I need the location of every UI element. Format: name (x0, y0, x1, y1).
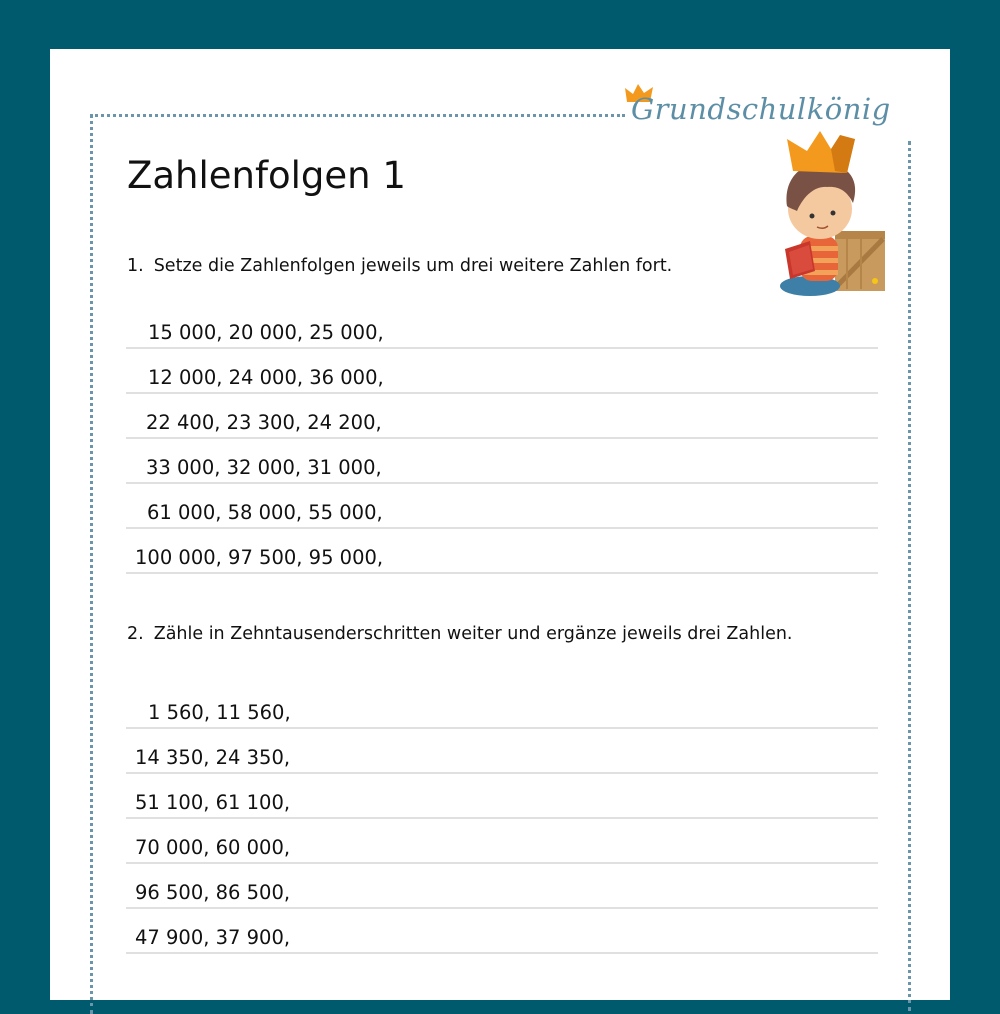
sequence-text: 51 100, 61 100, (135, 791, 291, 814)
instruction-text: Setze die Zahlenfolgen jeweils um drei weitere Zahlen fort. (153, 256, 673, 276)
task-1-instruction (127, 256, 672, 276)
sequence-row[interactable] (126, 775, 878, 819)
dotted-frame-right (908, 141, 911, 1011)
sequence-text: 12 000, 24 000, 36 000, (148, 366, 384, 389)
sequence-row[interactable] (126, 820, 878, 864)
sequence-row[interactable] (126, 440, 878, 484)
sequence-text: 1 560, 11 560, (148, 701, 291, 724)
worksheet-page (50, 49, 950, 1000)
boy-with-crown-illustration-icon (765, 131, 890, 301)
sequence-row[interactable] (126, 305, 878, 349)
dotted-frame-left (90, 114, 93, 1014)
instruction-text: Zähle in Zehntausenderschritten weiter und ergänze jeweils drei Zahlen. (153, 624, 793, 644)
sequence-text: 15 000, 20 000, 25 000, (148, 321, 384, 344)
sequence-text: 47 900, 37 900, (135, 926, 291, 949)
sequence-text: 61 000, 58 000, 55 000, (147, 501, 383, 524)
sequence-row[interactable] (126, 350, 878, 394)
task-2-rows (126, 685, 878, 955)
task-1-rows (126, 305, 878, 575)
sequence-text: 96 500, 86 500, (135, 881, 291, 904)
brand-logo: Grundschulkönig (631, 92, 891, 126)
sequence-text: 14 350, 24 350, (135, 746, 291, 769)
sequence-row[interactable] (126, 485, 878, 529)
sequence-row[interactable] (126, 910, 878, 954)
sequence-row[interactable] (126, 530, 878, 574)
page-title: Zahlenfolgen 1 (127, 154, 406, 197)
sequence-text: 100 000, 97 500, 95 000, (135, 546, 384, 569)
sequence-row[interactable] (126, 730, 878, 774)
sequence-row[interactable] (126, 395, 878, 439)
sequence-row[interactable] (126, 685, 878, 729)
task-number: 2. (127, 624, 144, 644)
sequence-text: 22 400, 23 300, 24 200, (146, 411, 382, 434)
sequence-row[interactable] (126, 865, 878, 909)
sequence-text: 70 000, 60 000, (135, 836, 291, 859)
task-2-instruction (127, 624, 793, 644)
task-number: 1. (127, 256, 144, 276)
dotted-frame-top (90, 114, 625, 117)
sequence-text: 33 000, 32 000, 31 000, (146, 456, 382, 479)
